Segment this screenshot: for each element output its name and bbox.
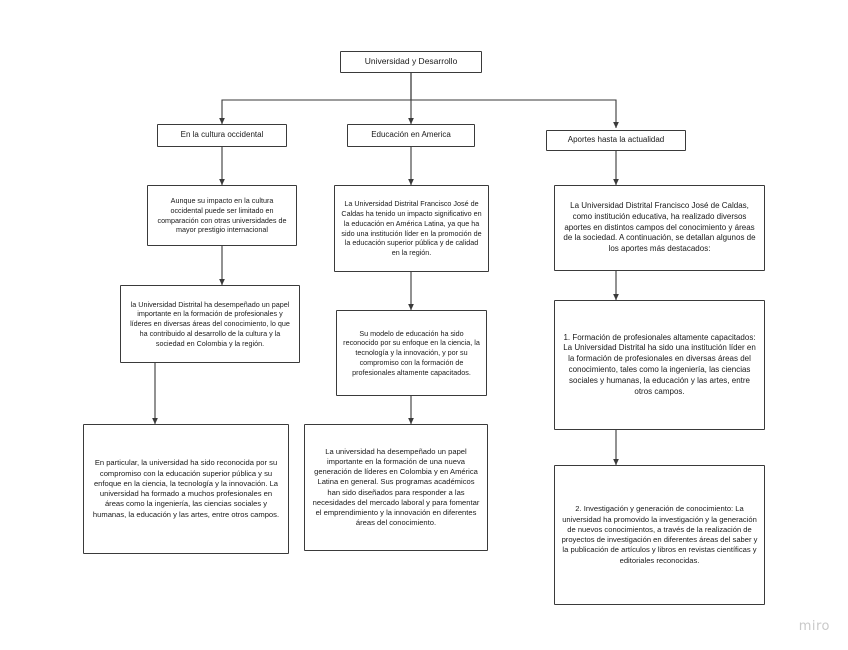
node-left-2-label: la Universidad Distrital ha desempeñado un papel importante en la formación de profesionales y líderes en diversas áreas del conocimiento, lo que ha contribuido al desarrollo de la cultura y la sociedad en Colombia y la región. — [130, 299, 290, 348]
node-center-1-label: La Universidad Distrital Francisco José de Caldas ha tenido un impacto significativo en la educación en América Latina, ya que ha sido una institución líder en la promoción de la educación superior pública y de calidad en la región. — [341, 199, 482, 257]
miro-watermark: miro — [798, 619, 830, 634]
node-branch-right-label: Aportes hasta la actualidad — [567, 135, 665, 145]
node-branch-left-label: En la cultura occidental — [180, 130, 264, 140]
node-left-3-label: En particular, la universidad ha sido reconocida por su compromiso con la educación superior pública y su enfoque en la ciencia, la tecnología y la innovación. La universidad ha formado a muchos profesionales en áreas como la ingeniería, las ciencias sociales y humanas, la educación y las artes, entre otros campos. — [92, 458, 280, 519]
node-branch-center-label: Educación en America — [371, 130, 451, 140]
edge-root-to-left — [222, 73, 411, 124]
node-center-3-label: La universidad ha desempeñado un papel importante en la formación de una nueva generación de líderes en Colombia y en América Latina en general. Sus programas académicos han sido diseñados para responder a las necesidades del mercado laboral y para fomentar el emprendimiento y la innovación en diferentes áreas del conocimiento. — [312, 446, 480, 528]
node-left-3[interactable] — [83, 424, 289, 554]
node-branch-right[interactable] — [546, 130, 686, 151]
node-branch-center[interactable] — [347, 124, 475, 147]
node-right-2[interactable] — [554, 300, 765, 430]
node-right-3-label: 2. Investigación y generación de conocimiento: La universidad ha promovido la investigación y la generación de nuevos conocimientos, a través de la realización de proyectos de investigación en diferentes áreas del saber y la publicación de artículos y libros en revistas científicas y editoriales reconocidas. — [561, 504, 758, 565]
edge-root-to-right — [411, 73, 616, 128]
node-center-1[interactable] — [334, 185, 489, 272]
node-center-2-label: Su modelo de educación ha sido reconocido por su enfoque en la ciencia, la tecnología y la innovación, y por su compromiso con la formación de profesionales altamente capacitados. — [343, 328, 480, 377]
node-center-3[interactable] — [304, 424, 488, 551]
node-root-label: Universidad y Desarrollo — [364, 56, 458, 67]
node-branch-left[interactable] — [157, 124, 287, 147]
node-left-2[interactable] — [120, 285, 300, 363]
node-right-3[interactable] — [554, 465, 765, 605]
node-right-1-label: La Universidad Distrital Francisco José de Caldas, como institución educativa, ha realizado diversos aportes en distintos campos del conocimiento y áreas de la sociedad. A continuación, se detallan algunos de los aportes más destacados: — [563, 201, 756, 254]
node-root[interactable] — [340, 51, 482, 73]
node-right-1[interactable] — [554, 185, 765, 271]
node-left-1[interactable] — [147, 185, 297, 246]
node-center-2[interactable] — [336, 310, 487, 396]
node-left-1-label: Aunque su impacto en la cultura occidental puede ser limitado en comparación con otras universidades de mayor prestigio internacional — [157, 196, 287, 235]
node-right-2-label: 1. Formación de profesionales altamente capacitados: La Universidad Distrital ha sido una institución líder en la formación de profesionales en diversas áreas del conocimiento, tales como la ingeniería, las ciencias sociales y humanas, la educación y las artes, entre otros campos. — [563, 332, 756, 396]
